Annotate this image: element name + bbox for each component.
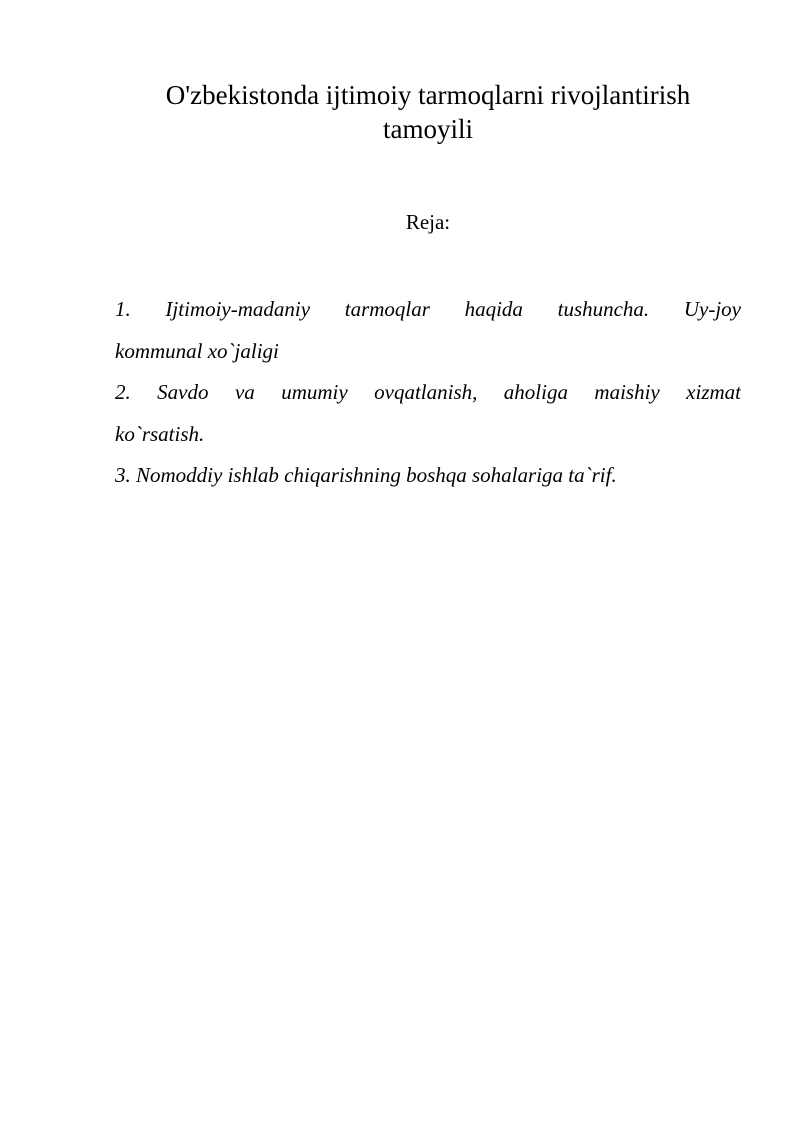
plan-list <box>115 289 741 497</box>
document-title <box>115 78 741 146</box>
plan-item-3 <box>115 455 741 497</box>
plan-item-1 <box>115 289 741 372</box>
document-title-line-1: O'zbekistonda ijtimoiy tarmoqlarni rivojlantirish <box>165 80 691 110</box>
plan-item-2-line-1: 2. Savdo va umumiy ovqatlanish, aholiga maishiy xizmat <box>115 380 741 404</box>
plan-item-1-line-1: 1. Ijtimoiy-madaniy tarmoqlar haqida tushuncha. Uy-joy <box>115 297 741 321</box>
document-title-line-2: tamoyili <box>383 114 473 144</box>
plan-item-3-line-1: 3. Nomoddiy ishlab chiqarishning boshqa sohalariga ta`rif. <box>115 463 617 487</box>
plan-item-2 <box>115 372 741 455</box>
plan-heading: Reja: <box>405 210 451 234</box>
plan-item-2-line-2: ko`rsatish. <box>115 421 205 446</box>
plan-item-1-line-2: kommunal xo`jaligi <box>115 338 279 363</box>
